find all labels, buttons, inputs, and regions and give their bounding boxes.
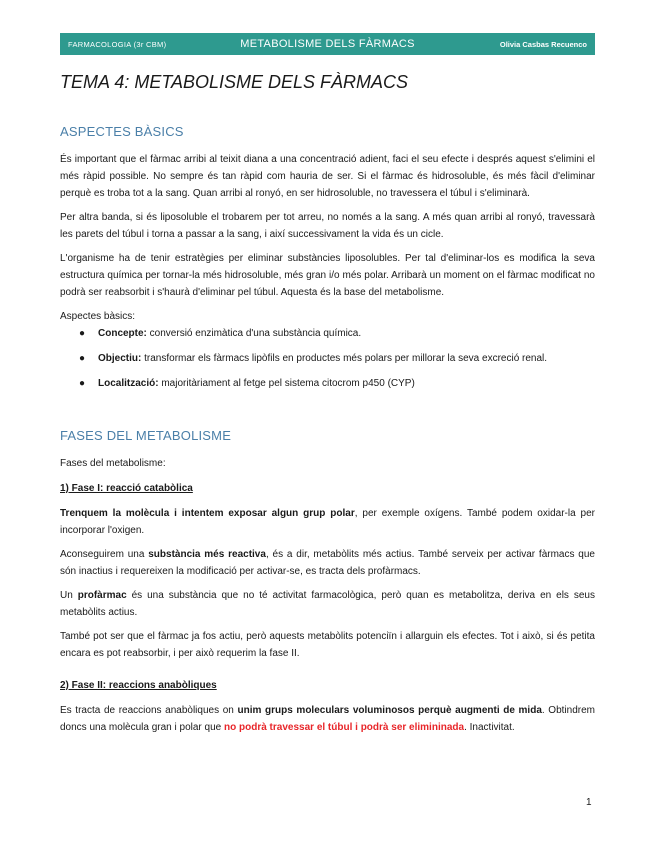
- text-run: , per exemple oxígens. També podem oxidar-la per incorporar l'oxigen.: [60, 508, 596, 536]
- text-run: és una substància que no té activitat farmacològica, però quan es metabolitza, deriva en els seus metabòlits actius.: [60, 590, 595, 618]
- list-item-text: conversió enzimàtica d'una substància química.: [146, 328, 362, 339]
- text-run: . Obtindrem doncs una molècula gran i polar que: [60, 705, 595, 733]
- list-item-label: Localització:: [98, 378, 159, 389]
- section-heading-phases: FASES DEL METABOLISME: [60, 428, 232, 443]
- paragraph: També pot ser que el fàrmac ja fos actiu, però aquests metabòlits potenciïn i allarguin els efectes. Tot i això, si és petita encara es pot reabsorbir, i per això requerim la fase II.: [60, 631, 595, 659]
- emphasis: unim grups moleculars voluminosos perquè augmenti de mida: [237, 705, 542, 716]
- list-item: [60, 350, 595, 367]
- bullet-icon: ●: [79, 328, 86, 339]
- section-heading-basics: ASPECTES BÀSICS: [60, 124, 184, 139]
- text-run: Aconseguirem una: [60, 549, 149, 560]
- list-intro: Aspectes bàsics:: [60, 311, 136, 322]
- list-item-text: transformar els fàrmacs lipòfils en productes més polars per millorar la seva excreció renal.: [141, 353, 548, 364]
- text-run: Un: [60, 590, 78, 601]
- bullet-icon: ●: [79, 353, 86, 364]
- paragraph: [60, 587, 595, 621]
- header-author: Olivia Casbas Recuenco: [499, 39, 587, 49]
- header-course: FARMACOLOGIA (3r CBM): [68, 39, 167, 49]
- document-body: [60, 72, 595, 736]
- emphasis: substància més reactiva: [148, 549, 266, 560]
- bullet-icon: ●: [79, 378, 86, 389]
- emphasis: Trenquem la molècula i intentem exposar algun grup polar: [60, 508, 355, 519]
- list-item-text: majoritàriament al fetge pel sistema citocrom p450 (CYP): [158, 378, 415, 389]
- aspects-list: [60, 325, 595, 392]
- text-run: . Inactivitat.: [464, 722, 515, 733]
- highlighted-text: no podrà travessar el túbul i podrà ser elimininada: [224, 722, 465, 733]
- header-bar: [60, 33, 595, 55]
- list-item: [60, 375, 595, 392]
- list-item-label: Concepte:: [98, 328, 147, 339]
- list-item: [60, 325, 595, 342]
- paragraph: [60, 702, 595, 736]
- emphasis: profàrmac: [77, 590, 127, 601]
- paragraph: [60, 546, 595, 580]
- phase2-heading: 2) Fase II: reaccions anabòliques: [60, 680, 217, 691]
- list-item-label: Objectiu:: [98, 353, 142, 364]
- paragraph: És important que el fàrmac arribi al teixit diana a una concentració adient, faci el seu efecte i després aquest s'elimini el més ràpid possible. No sempre és tan ràpid com hauria de ser. Si el fàrmac és hidrosoluble, és més fàcil d'eliminar perquè es troba tot a la sang. Quan arribi al ronyó, en ser hidrosoluble, no travessera el túbul i s'eliminarà.: [60, 154, 595, 199]
- paragraph: [60, 505, 595, 539]
- paragraph: L'organisme ha de tenir estratègies per eliminar substàncies liposolubles. Per tal d'eliminar-los es modifica la seva estructura química per tornar-la més hidrosoluble, més gran i/o més polar. Arribarà un moment on el fàrmac modificat no podrà ser reabsorbit i s'haurà d'eliminar pel túbul. Aquesta és la base del metabolisme.: [60, 253, 595, 298]
- paragraph: Fases del metabolisme:: [60, 458, 166, 469]
- page-title: TEMA 4: METABOLISME DELS FÀRMACS: [60, 72, 409, 92]
- header-topic: METABOLISME DELS FÀRMACS: [240, 38, 415, 50]
- text-run: , és a dir, metabòlits més actius. També serveix per activar fàrmacs que són inactius i requereixen la modificació per activar-se, es tracta dels profàrmacs.: [60, 549, 595, 577]
- paragraph: Per altra banda, si és liposoluble el trobarem per tot arreu, no només a la sang. A més quan arribi al ronyó, travessarà les parets del túbul i torna a passar a la sang, i així successivament la vida és un cicle.: [60, 212, 595, 240]
- text-run: Es tracta de reaccions anabòliques on: [60, 705, 238, 716]
- phase1-heading: 1) Fase I: reacció catabòlica: [60, 483, 193, 494]
- page-number: 1: [586, 797, 592, 808]
